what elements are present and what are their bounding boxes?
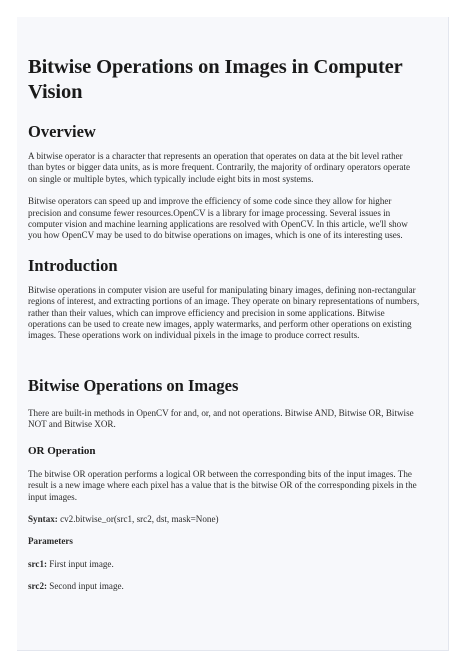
overview-paragraph-1: A bitwise operator is a character that represents an operation that operates on data at the bit level rather than bytes or bigger data units, as is more frequent. Contrarily, the majority of ordinary operators operate on single or multiple bytes, which typically include eight bits in most systems. xyxy=(28,151,410,184)
subheading-or-operation: OR Operation xyxy=(28,444,96,457)
syntax-code: cv2.bitwise_or(src1, src2, dst, mask=None) xyxy=(57,513,219,524)
or-operation-paragraph: The bitwise OR operation performs a logical OR between the corresponding bits of the input images. The result is a new image where each pixel has a value that is the bitwise OR of the corresponding pixels in the input images. xyxy=(28,468,417,502)
overview-paragraph-2: Bitwise operators can speed up and improve the efficiency of some code since they allow for higher precision and consume fewer resources.OpenCV is a library for image processing. Several issues in computer vision and machine learning applications are resolved with OpenCV. In this article, we'll show you how OpenCV may be used to do bitwise operations on images, which is one of its interesting uses. xyxy=(28,196,408,241)
parameter-src2 xyxy=(28,581,420,592)
bitwise-operations-paragraph: There are built-in methods in OpenCV for and, or, and not operations. Bitwise AND, Bitwise OR, Bitwise NOT and Bitwise XOR. xyxy=(28,407,414,430)
section-heading-introduction: Introduction xyxy=(28,255,118,275)
parameter-src2-label: src2: xyxy=(28,581,48,592)
parameters-heading: Parameters xyxy=(28,536,73,547)
section-heading-overview: Overview xyxy=(28,122,96,141)
section-heading-bitwise-operations: Bitwise Operations on Images xyxy=(28,375,239,395)
parameter-src1 xyxy=(28,559,420,570)
parameter-src1-label: src1: xyxy=(28,558,48,569)
syntax-label: Syntax: xyxy=(28,513,58,524)
parameter-src2-desc: Second input image. xyxy=(47,581,124,592)
syntax-line xyxy=(28,514,420,525)
document-page xyxy=(17,17,449,651)
document-content xyxy=(28,17,420,593)
parameter-src1-desc: First input image. xyxy=(47,558,114,569)
document-title: Bitwise Operations on Images in Computer Vision xyxy=(28,56,403,103)
introduction-paragraph: Bitwise operations in computer vision are useful for manipulating binary images, defining non-rectangular regions of interest, and extracting portions of an image. They operate on binary representations of numbers, rather than their values, which can improve efficiency and precision in some applications. Bitwise operations can be used to create new images, apply watermarks, and perform other operations on existing images. These operations work on individual pixels in the image to produce correct results. xyxy=(28,284,420,341)
